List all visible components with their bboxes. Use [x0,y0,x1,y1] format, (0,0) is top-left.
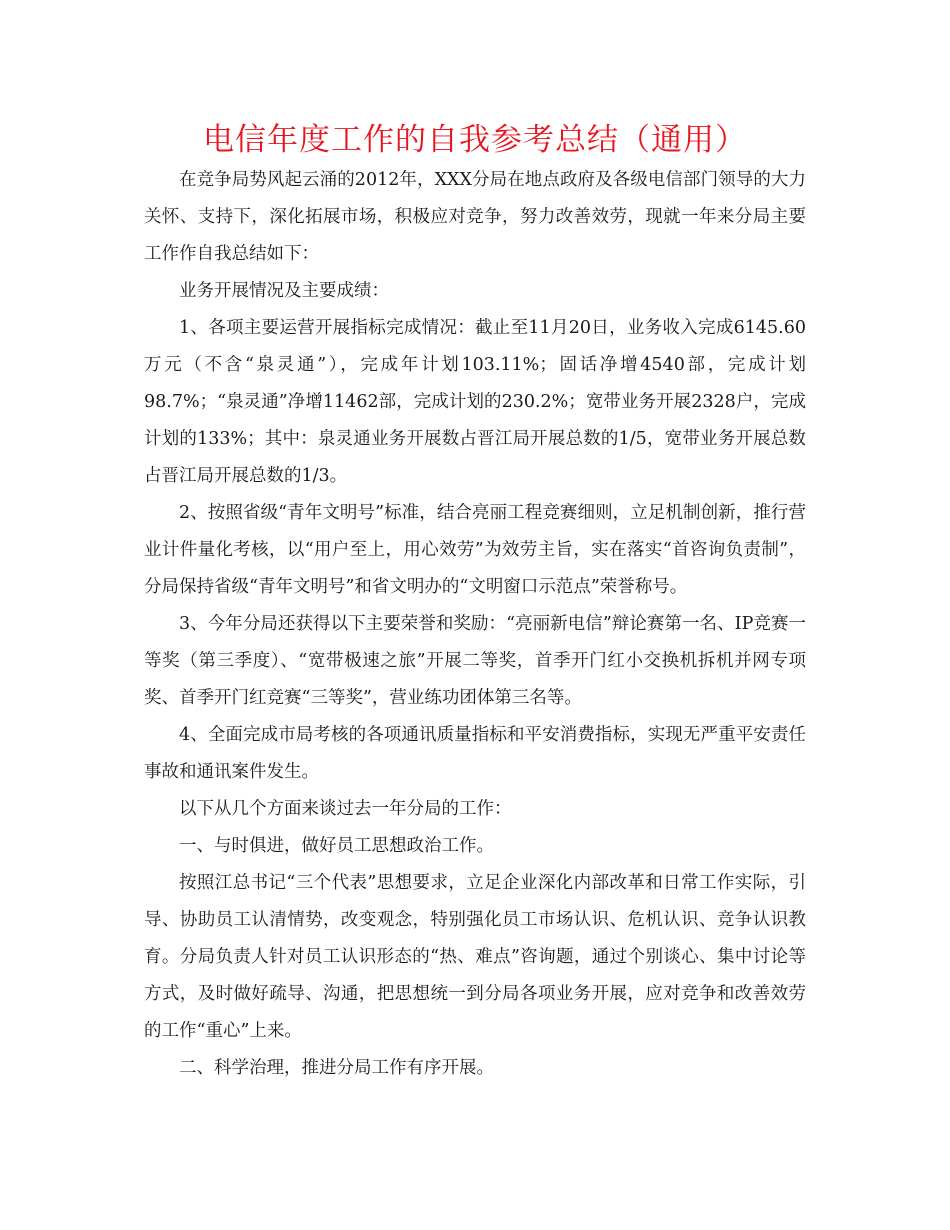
paragraph-item-2: 2、按照省级“青年文明号”标准，结合亮丽工程竞赛细则，立足机制创新，推行营业计件量化考核，以“用户至上，用心效劳”为效劳主旨，实在落实“首咨询负责制”，分局保持省级“青年文明号”和省文明办的“文明窗口示范点”荣誉称号。 [144,503,806,597]
paragraph-item-4: 4、全面完成市局考核的各项通讯质量指标和平安消费指标，实现无严重平安责任事故和通讯案件发生。 [144,725,806,782]
paragraph-item-3: 3、今年分局还获得以下主要荣誉和奖励：“亮丽新电信”辩论赛第一名、IP竞赛一等奖（第三季度）、“宽带极速之旅”开展二等奖，首季开门红小交换机拆机并网专项奖、首季开门红竞赛“三等奖”，营业练功团体第三名等。 [144,614,806,708]
document-title: 电信年度工作的自我参考总结（通用） [203,122,747,158]
document-body [144,162,806,1087]
paragraph-business-heading: 业务开展情况及主要成绩： [179,281,389,301]
paragraph-intro: 在竞争局势风起云涌的2012年，XXX分局在地点政府及各级电信部门领导的大力关怀、支持下，深化拓展市场，积极应对竞争，努力改善效劳，现就一年来分局主要工作作自我总结如下： [144,170,806,264]
section-heading-1: 一、与时俱进，做好员工思想政治工作。 [179,836,494,856]
paragraph-item-1: 1、各项主要运营开展指标完成情况：截止至11月20日，业务收入完成6145.60万元（不含“泉灵通”），完成年计划103.11%；固话净增4540部，完成计划98.7%；“泉灵通”净增11462部，完成计划的230.2%；宽带业务开展2328户，完成计划的133%；其中：泉灵通业务开展数占晋江局开展总数的1/5，宽带业务开展总数占晋江局开展总数的1/3。 [144,318,806,486]
paragraph-section-1: 按照江总书记“三个代表”思想要求，立足企业深化内部改革和日常工作实际，引导、协助员工认清情势，改变观念，特别强化员工市场认识、危机认识、竞争认识教育。分局负责人针对员工认识形态的“热、难点”咨询题，通过个别谈心、集中讨论等方式，及时做好疏导、沟通，把思想统一到分局各项业务开展，应对竞争和改善效劳的工作“重心”上来。 [144,873,806,1041]
section-heading-2: 二、科学治理，推进分局工作有序开展。 [179,1058,494,1078]
paragraph-aspects-intro: 以下从几个方面来谈过去一年分局的工作： [179,799,512,819]
